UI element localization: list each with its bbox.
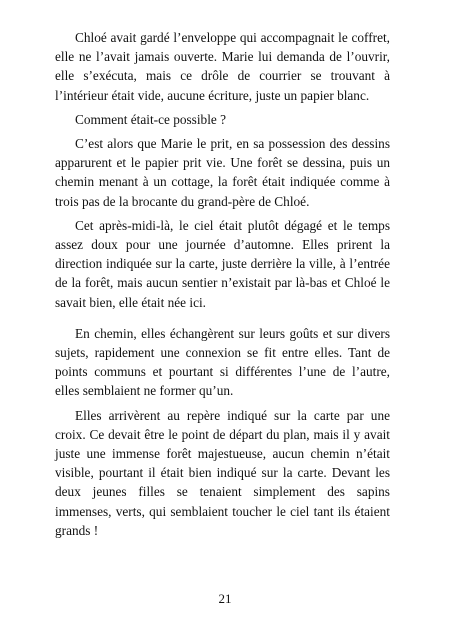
paragraph-drawings: C’est alors que Marie le prit, en sa possession des dessins apparurent et le papier prit vie. Une forêt se dessina, puis un chemin menant à un cottage, la forêt était indiquée comme à trois pas de la brocante du grand-père de Chloé. bbox=[55, 136, 390, 209]
paragraph-afternoon: Cet après-midi-là, le ciel était plutôt dégagé et le temps assez doux pour une journée d’automne. Elles prirent la direction indiquée sur la carte, juste derrière la ville, à l’entrée de la forêt, mais aucun sentier n’existait par là-bas et Chloé le savait bien, elle était née ici. bbox=[55, 217, 390, 310]
paragraph-question: Comment était-ce possible ? bbox=[75, 111, 227, 127]
paragraph-envelope: Chloé avait gardé l’enveloppe qui accompagnait le coffret, elle ne l’avait jamais ouverte. Marie lui demanda de l’ouvrir, elle s’exécuta, mais ce drôle de courrier se trouvant à l’intérieur était vide, aucune écriture, juste un papier blanc. bbox=[55, 30, 390, 103]
page-number: 21 bbox=[218, 591, 232, 606]
paragraph-forest: Elles arrivèrent au repère indiqué sur la carte par une croix. Ce devait être le point de départ du plan, mais il y avait juste une immense forêt majestueuse, aucun chemin n’était visible, pourtant il était bien indiqué sur la carte. Devant les deux jeunes filles se tenaient simplement des sapins immenses, verts, qui semblaient toucher le ciel tant ils étaient grands ! bbox=[55, 407, 390, 538]
body-text bbox=[55, 28, 390, 545]
paragraph-on-the-way: En chemin, elles échangèrent sur leurs goûts et sur divers sujets, rapidement une connexion se fit entre elles. Tant de points communs et pourtant si différentes l’une de l’autre, elles semblaient ne former qu’un. bbox=[55, 325, 390, 399]
